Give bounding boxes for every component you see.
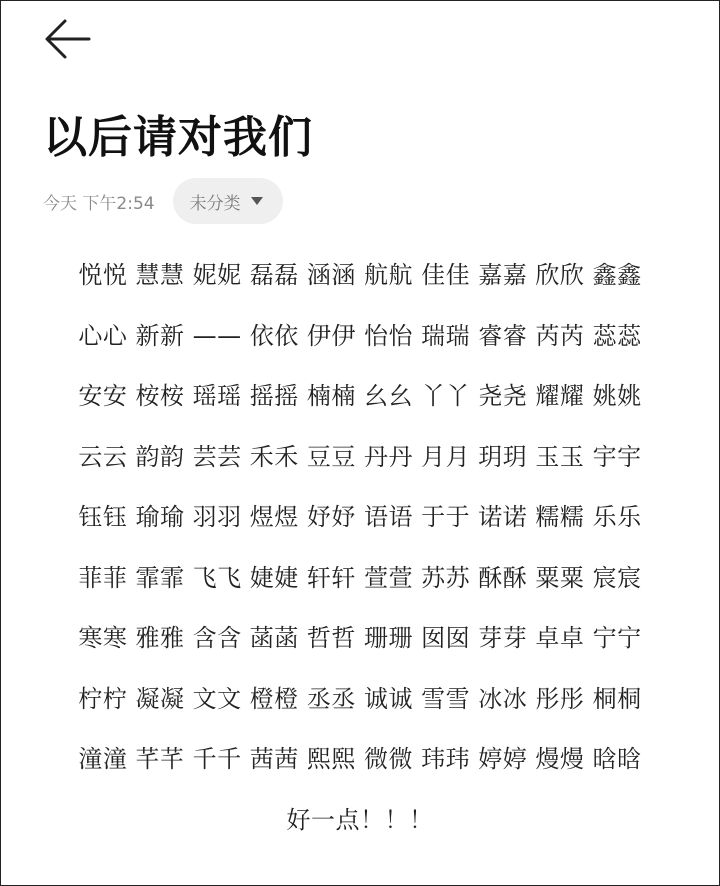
note-meta (43, 177, 283, 225)
triangle-down-icon (251, 197, 263, 205)
note-title: 以后请对我们 (43, 112, 313, 163)
category-label: 未分类 (189, 193, 241, 214)
note-line: 寒寒 雅雅 含含 菡菡 哲哲 珊珊 囡囡 芽芽 卓卓 宁宁 (78, 624, 642, 652)
back-button[interactable] (41, 15, 97, 63)
arrow-left-icon (41, 15, 97, 63)
note-line: 悦悦 慧慧 妮妮 磊磊 涵涵 航航 佳佳 嘉嘉 欣欣 鑫鑫 (78, 261, 642, 289)
note-line: 安安 桉桉 瑶瑶 摇摇 楠楠 幺幺 丫丫 尧尧 耀耀 姚姚 (78, 382, 642, 410)
note-line: 潼潼 芊芊 千千 茜茜 熙熙 微微 玮玮 婷婷 熳熳 晗晗 (78, 745, 642, 773)
note-body[interactable] (1, 245, 719, 850)
timestamp: 今天 下午2:54 (43, 193, 155, 214)
category-dropdown[interactable] (173, 178, 283, 224)
note-line: 好一点！！！ (286, 805, 434, 834)
note-line: 云云 韵韵 芸芸 禾禾 豆豆 丹丹 月月 玥玥 玉玉 宇宇 (78, 442, 642, 471)
note-line: 心心 新新 —— 依依 伊伊 怡怡 瑞瑞 睿睿 芮芮 蕊蕊 (78, 321, 642, 350)
note-line: 钰钰 瑜瑜 羽羽 煜煜 妤妤 语语 于于 诺诺 糯糯 乐乐 (78, 503, 642, 531)
note-line: 柠柠 凝凝 文文 橙橙 丞丞 诚诚 雪雪 冰冰 彤彤 桐桐 (78, 684, 642, 713)
note-line: 菲菲 霏霏 飞飞 婕婕 轩轩 萱萱 苏苏 酥酥 粟粟 宸宸 (78, 563, 642, 592)
